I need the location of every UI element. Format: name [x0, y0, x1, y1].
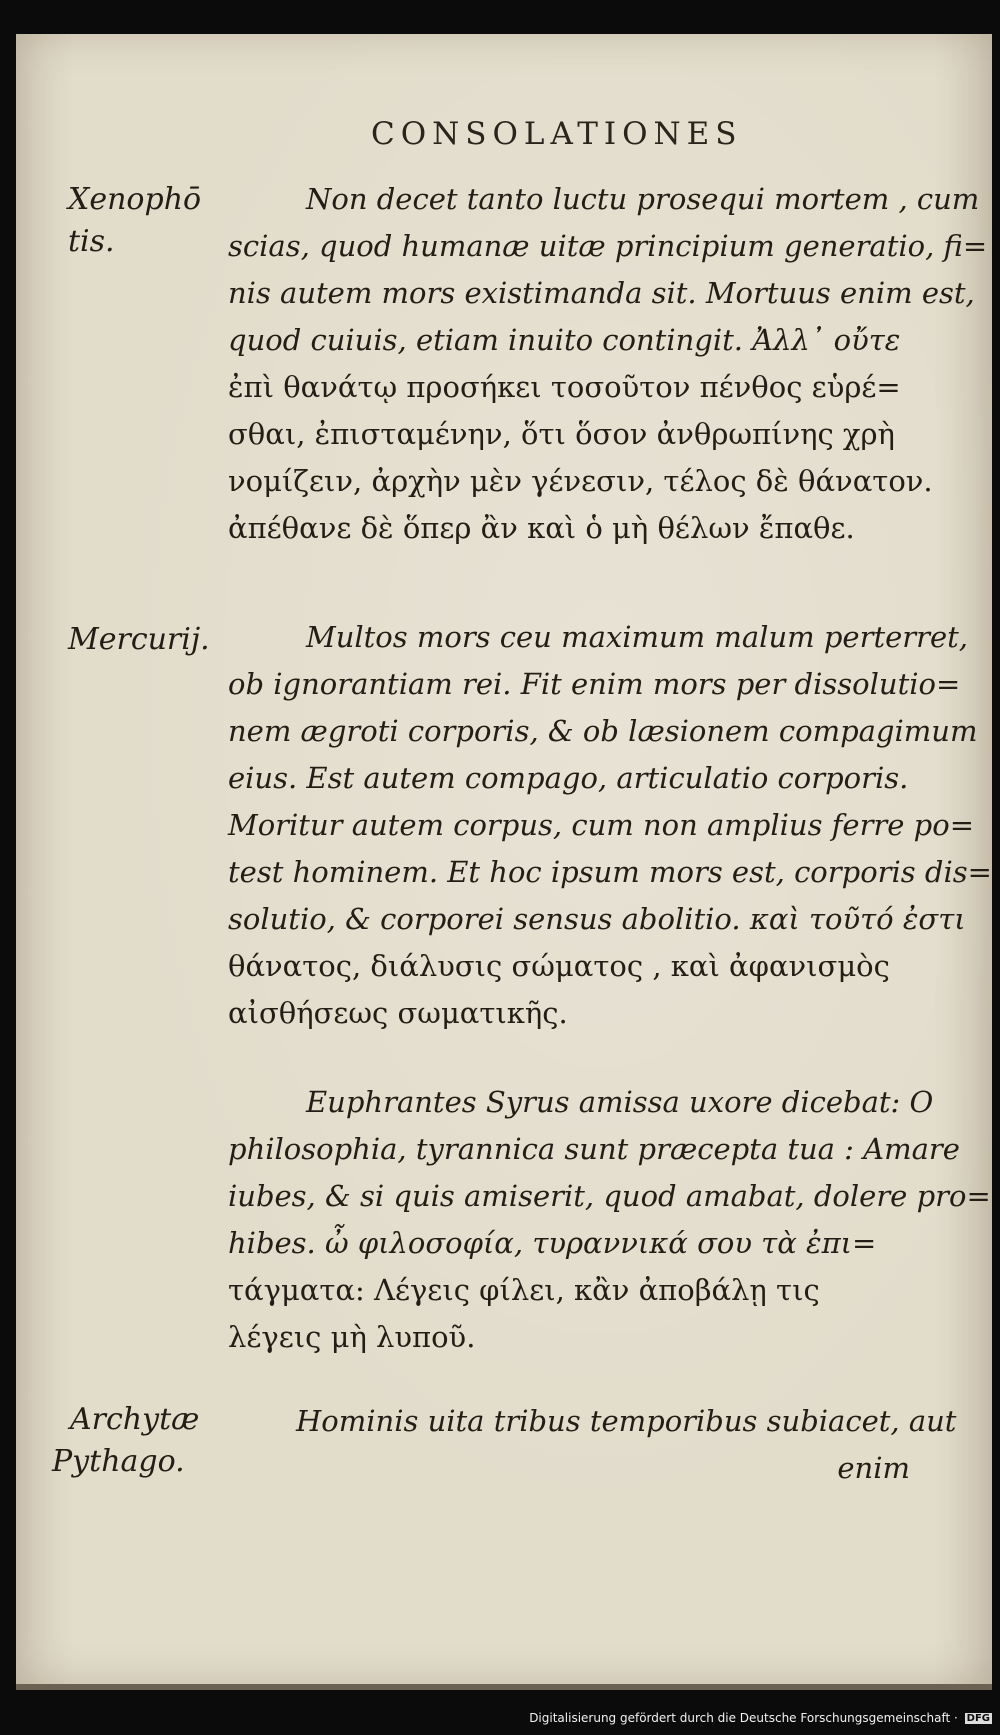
margin-note-line: Pythago. — [52, 1444, 185, 1479]
text-line: iubes, & si quis amiserit, quod amabat, dolere pro= — [228, 1179, 991, 1213]
text-line: ob ignorantiam rei. Fit enim mors per dissolutio= — [228, 667, 961, 701]
credit-text: Digitalisierung gefördert durch die Deutsche Forschungsgemeinschaft · — [529, 1711, 958, 1725]
margin-note-xenophontis — [68, 179, 201, 263]
text-line: quod cuiuis, etiam inuito contingit. Ἀλλ᾽ οὔτε — [228, 323, 901, 357]
text-line: Non decet tanto luctu prosequi mortem , cum — [306, 182, 980, 216]
text-line: Hominis uita tribus temporibus subiacet, aut — [296, 1404, 957, 1438]
margin-note-line: Mercurij. — [68, 622, 210, 657]
page-edge — [16, 1684, 992, 1690]
text-line: scias, quod humanæ uitæ principium generatio, fi= — [228, 229, 988, 263]
running-head: CONSOLATIONES — [371, 116, 743, 152]
book-page — [16, 34, 992, 1684]
margin-note-mercurij — [68, 619, 210, 661]
margin-note-archytae — [52, 1399, 199, 1483]
greek-line: νομίζειν, ἀρχὴν μὲν γένεσιν, τέλος δὲ θάνατον. — [228, 464, 933, 498]
text-line: Euphrantes Syrus amissa uxore dicebat: O — [306, 1085, 934, 1119]
passage-mercurij — [228, 614, 992, 1037]
dfg-logo: DFG — [966, 1713, 990, 1724]
text-line: eius. Est autem compago, articulatio corporis. — [228, 761, 909, 795]
text-line: test hominem. Et hoc ipsum mors est, corporis dis= — [228, 855, 992, 889]
passage-archytae — [228, 1398, 957, 1492]
text-line: Moritur autem corpus, cum non amplius ferre po= — [228, 808, 974, 842]
text-line: solutio, & corporei sensus abolitio. καὶ τοῦτό ἐστι — [228, 902, 966, 936]
catchword: enim — [837, 1451, 910, 1485]
text-line: nem ægroti corporis, & ob læsionem compagimum — [228, 714, 978, 748]
greek-line: ἐπὶ θανάτῳ προσήκει τοσοῦτον πένθος εὑρέ= — [228, 370, 901, 404]
greek-line: λέγεις μὴ λυποῦ. — [228, 1320, 476, 1354]
greek-line: θάνατος, διάλυσις σώματος , καὶ ἀφανισμὸς — [228, 949, 890, 983]
margin-note-line: Xenophō — [68, 182, 202, 217]
passage-xenophontis — [228, 176, 988, 552]
text-line: nis autem mors existimanda sit. Mortuus enim est, — [228, 276, 975, 310]
digitization-credit — [529, 1711, 992, 1725]
margin-note-line: tis. — [68, 224, 115, 259]
greek-line: τάγματα: Λέγεις φίλει, κἂν ἀποβάλῃ τις — [228, 1273, 820, 1307]
greek-line: αἰσθήσεως σωματικῆς. — [228, 996, 568, 1030]
greek-line: ἀπέθανε δὲ ὅπερ ἂν καὶ ὁ μὴ θέλων ἔπαθε. — [228, 511, 855, 545]
text-line: Multos mors ceu maximum malum perterret, — [306, 620, 969, 654]
text-line: philosophia, tyrannica sunt præcepta tua : Amare — [228, 1132, 960, 1166]
greek-line: σθαι, ἐπισταμένην, ὅτι ὅσον ἀνθρωπίνης χρὴ — [228, 417, 895, 451]
margin-note-line: Archytæ — [70, 1402, 200, 1437]
passage-euphrantes — [228, 1079, 991, 1361]
text-line: hibes. ὦ φιλοσοφία, τυραννικά σου τὰ ἐπι= — [228, 1226, 877, 1260]
